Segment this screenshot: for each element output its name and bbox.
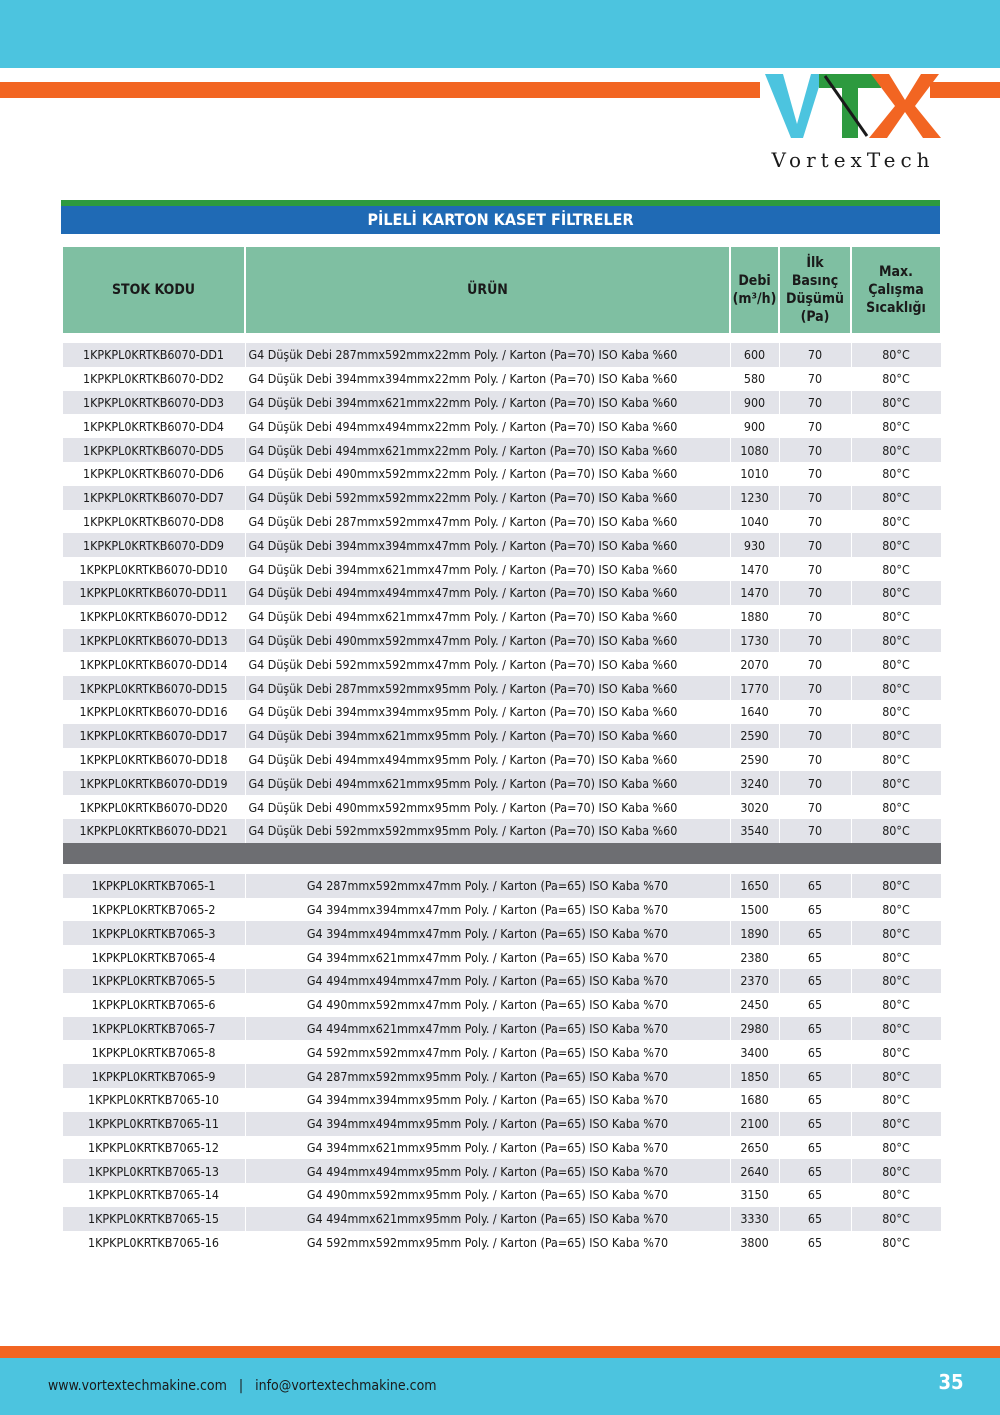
cell-urun: G4 Düşük Debi 494mmx494mmx47mm Poly. / Karton (Pa=70) ISO Kaba %60 <box>245 581 730 605</box>
cell-basinc: 65 <box>779 1136 851 1160</box>
cell-sicaklik: 80°C <box>851 969 941 993</box>
table-row <box>62 605 941 629</box>
cell-debi: 930 <box>730 533 779 557</box>
table-row <box>62 1207 941 1231</box>
table-row <box>62 1088 941 1112</box>
cell-urun: G4 494mmx621mmx95mm Poly. / Karton (Pa=65) ISO Kaba %70 <box>245 1207 730 1231</box>
header-urun: ÜRÜN <box>245 247 730 333</box>
cell-urun: G4 Düşük Debi 287mmx592mmx47mm Poly. / Karton (Pa=70) ISO Kaba %60 <box>245 510 730 534</box>
table-row <box>62 652 941 676</box>
cell-debi: 3540 <box>730 819 779 843</box>
cell-debi: 3400 <box>730 1040 779 1064</box>
cell-basinc: 70 <box>779 652 851 676</box>
cell-basinc: 65 <box>779 874 851 898</box>
footer-email-link[interactable]: info@vortextechmakine.com <box>255 1378 437 1394</box>
table-row <box>62 581 941 605</box>
cell-debi: 1640 <box>730 700 779 724</box>
cell-debi: 1880 <box>730 605 779 629</box>
cell-urun: G4 Düşük Debi 287mmx592mmx95mm Poly. / Karton (Pa=70) ISO Kaba %60 <box>245 676 730 700</box>
cell-basinc: 70 <box>779 391 851 415</box>
table-row <box>62 748 941 772</box>
cell-sicaklik: 80°C <box>851 1183 941 1207</box>
cell-urun: G4 Düşük Debi 592mmx592mmx95mm Poly. / Karton (Pa=70) ISO Kaba %60 <box>245 819 730 843</box>
vortextech-logo <box>763 70 943 180</box>
cell-sicaklik: 80°C <box>851 795 941 819</box>
cell-debi: 580 <box>730 367 779 391</box>
cell-stok-kodu: 1KPKPL0KRTKB6070-DD10 <box>62 557 245 581</box>
cell-urun: G4 Düşük Debi 394mmx621mmx95mm Poly. / Karton (Pa=70) ISO Kaba %60 <box>245 724 730 748</box>
cell-debi: 900 <box>730 414 779 438</box>
header-stok-kodu: STOK KODU <box>62 247 245 333</box>
cell-debi: 600 <box>730 343 779 367</box>
cell-basinc: 65 <box>779 1207 851 1231</box>
cell-stok-kodu: 1KPKPL0KRTKB7065-8 <box>62 1040 245 1064</box>
cell-urun: G4 287mmx592mmx47mm Poly. / Karton (Pa=65) ISO Kaba %70 <box>245 874 730 898</box>
cell-basinc: 70 <box>779 676 851 700</box>
cell-basinc: 70 <box>779 557 851 581</box>
cell-stok-kodu: 1KPKPL0KRTKB6070-DD18 <box>62 748 245 772</box>
group-separator-bar <box>62 843 941 864</box>
cell-stok-kodu: 1KPKPL0KRTKB6070-DD20 <box>62 795 245 819</box>
cell-sicaklik: 80°C <box>851 1136 941 1160</box>
page-title: PİLELİ KARTON KASET FİLTRELER <box>61 200 940 234</box>
cell-stok-kodu: 1KPKPL0KRTKB6070-DD16 <box>62 700 245 724</box>
group2-rows <box>62 864 941 1255</box>
group1-rows <box>62 333 941 843</box>
cell-sicaklik: 80°C <box>851 1207 941 1231</box>
header-sicaklik-line: Sıcaklığı <box>866 300 926 316</box>
cell-basinc: 70 <box>779 819 851 843</box>
header-basinc-line: Düşümü <box>786 291 844 307</box>
cell-urun: G4 394mmx394mmx95mm Poly. / Karton (Pa=65) ISO Kaba %70 <box>245 1088 730 1112</box>
table-row <box>62 462 941 486</box>
cell-urun: G4 394mmx394mmx47mm Poly. / Karton (Pa=65) ISO Kaba %70 <box>245 898 730 922</box>
header-basinc <box>779 247 851 333</box>
header-debi-line: (m³/h) <box>732 291 777 307</box>
table-row <box>62 391 941 415</box>
cell-basinc: 70 <box>779 748 851 772</box>
cell-sicaklik: 80°C <box>851 1040 941 1064</box>
spacer-row <box>62 864 941 874</box>
cell-debi: 1650 <box>730 874 779 898</box>
cell-basinc: 70 <box>779 343 851 367</box>
table-row <box>62 486 941 510</box>
header-debi <box>730 247 779 333</box>
cell-stok-kodu: 1KPKPL0KRTKB6070-DD21 <box>62 819 245 843</box>
cell-sicaklik: 80°C <box>851 462 941 486</box>
cell-basinc: 65 <box>779 1159 851 1183</box>
cell-stok-kodu: 1KPKPL0KRTKB7065-11 <box>62 1112 245 1136</box>
cell-basinc: 65 <box>779 945 851 969</box>
cell-stok-kodu: 1KPKPL0KRTKB7065-7 <box>62 1017 245 1041</box>
cell-debi: 1680 <box>730 1088 779 1112</box>
cell-sicaklik: 80°C <box>851 1159 941 1183</box>
cell-debi: 1040 <box>730 510 779 534</box>
table-row <box>62 510 941 534</box>
table-row <box>62 795 941 819</box>
cell-basinc: 65 <box>779 1040 851 1064</box>
cell-debi: 1890 <box>730 921 779 945</box>
cell-basinc: 70 <box>779 510 851 534</box>
cell-debi: 1850 <box>730 1064 779 1088</box>
table-header-row <box>62 247 941 333</box>
footer-website-link[interactable]: www.vortextechmakine.com <box>48 1378 227 1394</box>
cell-urun: G4 592mmx592mmx95mm Poly. / Karton (Pa=65) ISO Kaba %70 <box>245 1231 730 1255</box>
cell-urun: G4 Düşük Debi 494mmx621mmx47mm Poly. / Karton (Pa=70) ISO Kaba %60 <box>245 605 730 629</box>
cell-basinc: 65 <box>779 921 851 945</box>
cell-basinc: 70 <box>779 700 851 724</box>
top-color-band <box>0 0 1000 68</box>
cell-urun: G4 Düşük Debi 490mmx592mmx95mm Poly. / Karton (Pa=70) ISO Kaba %60 <box>245 795 730 819</box>
cell-sicaklik: 80°C <box>851 486 941 510</box>
cell-urun: G4 Düşük Debi 592mmx592mmx47mm Poly. / Karton (Pa=70) ISO Kaba %60 <box>245 652 730 676</box>
cell-urun: G4 394mmx621mmx47mm Poly. / Karton (Pa=65) ISO Kaba %70 <box>245 945 730 969</box>
cell-debi: 3020 <box>730 795 779 819</box>
cell-sicaklik: 80°C <box>851 724 941 748</box>
cell-sicaklik: 80°C <box>851 367 941 391</box>
cell-urun: G4 Düşük Debi 394mmx394mmx95mm Poly. / Karton (Pa=70) ISO Kaba %60 <box>245 700 730 724</box>
cell-urun: G4 490mmx592mmx95mm Poly. / Karton (Pa=65) ISO Kaba %70 <box>245 1183 730 1207</box>
cell-stok-kodu: 1KPKPL0KRTKB7065-10 <box>62 1088 245 1112</box>
cell-stok-kodu: 1KPKPL0KRTKB6070-DD19 <box>62 771 245 795</box>
cell-urun: G4 490mmx592mmx47mm Poly. / Karton (Pa=65) ISO Kaba %70 <box>245 993 730 1017</box>
cell-stok-kodu: 1KPKPL0KRTKB7065-16 <box>62 1231 245 1255</box>
table-row <box>62 945 941 969</box>
cell-basinc: 70 <box>779 724 851 748</box>
cell-urun: G4 494mmx621mmx47mm Poly. / Karton (Pa=65) ISO Kaba %70 <box>245 1017 730 1041</box>
table-row <box>62 1136 941 1160</box>
cell-debi: 2450 <box>730 993 779 1017</box>
cell-urun: G4 494mmx494mmx47mm Poly. / Karton (Pa=65) ISO Kaba %70 <box>245 969 730 993</box>
cell-basinc: 70 <box>779 462 851 486</box>
cell-stok-kodu: 1KPKPL0KRTKB6070-DD9 <box>62 533 245 557</box>
cell-urun: G4 394mmx494mmx95mm Poly. / Karton (Pa=65) ISO Kaba %70 <box>245 1112 730 1136</box>
cell-stok-kodu: 1KPKPL0KRTKB6070-DD4 <box>62 414 245 438</box>
cell-sicaklik: 80°C <box>851 1017 941 1041</box>
cell-sicaklik: 80°C <box>851 700 941 724</box>
cell-sicaklik: 80°C <box>851 557 941 581</box>
table-row <box>62 1017 941 1041</box>
header-sicaklik-line: Max. <box>879 264 913 280</box>
cell-debi: 2380 <box>730 945 779 969</box>
table-row <box>62 1231 941 1255</box>
cell-debi: 3240 <box>730 771 779 795</box>
cell-basinc: 70 <box>779 367 851 391</box>
cell-basinc: 65 <box>779 1183 851 1207</box>
cell-debi: 3330 <box>730 1207 779 1231</box>
cell-sicaklik: 80°C <box>851 898 941 922</box>
cell-sicaklik: 80°C <box>851 676 941 700</box>
cell-stok-kodu: 1KPKPL0KRTKB7065-5 <box>62 969 245 993</box>
cell-urun: G4 Düşük Debi 394mmx394mmx22mm Poly. / Karton (Pa=70) ISO Kaba %60 <box>245 367 730 391</box>
cell-sicaklik: 80°C <box>851 1064 941 1088</box>
table-row <box>62 819 941 843</box>
spacer-row <box>62 333 941 343</box>
cell-basinc: 65 <box>779 1231 851 1255</box>
cell-debi: 1770 <box>730 676 779 700</box>
cell-urun: G4 394mmx621mmx95mm Poly. / Karton (Pa=65) ISO Kaba %70 <box>245 1136 730 1160</box>
product-table <box>61 247 942 1254</box>
cell-sicaklik: 80°C <box>851 1112 941 1136</box>
vtx-logo-mark <box>763 70 943 148</box>
cell-urun: G4 287mmx592mmx95mm Poly. / Karton (Pa=65) ISO Kaba %70 <box>245 1064 730 1088</box>
cell-urun: G4 Düşük Debi 394mmx394mmx47mm Poly. / Karton (Pa=70) ISO Kaba %60 <box>245 533 730 557</box>
cell-stok-kodu: 1KPKPL0KRTKB7065-13 <box>62 1159 245 1183</box>
cell-debi: 3800 <box>730 1231 779 1255</box>
cell-basinc: 70 <box>779 414 851 438</box>
header-basinc-line: İlk <box>806 255 824 271</box>
header-sicaklik-line: Çalışma <box>868 282 924 298</box>
cell-sicaklik: 80°C <box>851 533 941 557</box>
cell-stok-kodu: 1KPKPL0KRTKB6070-DD15 <box>62 676 245 700</box>
cell-sicaklik: 80°C <box>851 391 941 415</box>
cell-stok-kodu: 1KPKPL0KRTKB7065-15 <box>62 1207 245 1231</box>
cell-stok-kodu: 1KPKPL0KRTKB6070-DD11 <box>62 581 245 605</box>
cell-sicaklik: 80°C <box>851 414 941 438</box>
cell-sicaklik: 80°C <box>851 993 941 1017</box>
cell-sicaklik: 80°C <box>851 819 941 843</box>
page-number: 35 <box>938 1370 964 1394</box>
cell-stok-kodu: 1KPKPL0KRTKB6070-DD13 <box>62 629 245 653</box>
table-row <box>62 533 941 557</box>
table-row <box>62 414 941 438</box>
cell-debi: 1010 <box>730 462 779 486</box>
header-sicaklik <box>851 247 941 333</box>
table-row <box>62 724 941 748</box>
separator-section <box>62 843 941 864</box>
cell-sicaklik: 80°C <box>851 581 941 605</box>
table-row <box>62 367 941 391</box>
bottom-accent-stripe <box>0 1346 1000 1358</box>
cell-debi: 1080 <box>730 438 779 462</box>
cell-basinc: 70 <box>779 486 851 510</box>
cell-basinc: 65 <box>779 1017 851 1041</box>
table-row <box>62 1159 941 1183</box>
cell-debi: 1470 <box>730 557 779 581</box>
cell-urun: G4 Düşük Debi 494mmx621mmx22mm Poly. / Karton (Pa=70) ISO Kaba %60 <box>245 438 730 462</box>
cell-stok-kodu: 1KPKPL0KRTKB6070-DD17 <box>62 724 245 748</box>
cell-urun: G4 494mmx494mmx95mm Poly. / Karton (Pa=65) ISO Kaba %70 <box>245 1159 730 1183</box>
table-row <box>62 700 941 724</box>
cell-sicaklik: 80°C <box>851 748 941 772</box>
cell-urun: G4 Düşük Debi 592mmx592mmx22mm Poly. / Karton (Pa=70) ISO Kaba %60 <box>245 486 730 510</box>
cell-urun: G4 Düşük Debi 494mmx494mmx22mm Poly. / Karton (Pa=70) ISO Kaba %60 <box>245 414 730 438</box>
cell-urun: G4 Düşük Debi 494mmx621mmx95mm Poly. / Karton (Pa=70) ISO Kaba %60 <box>245 771 730 795</box>
table-row <box>62 1112 941 1136</box>
cell-debi: 1470 <box>730 581 779 605</box>
cell-debi: 1730 <box>730 629 779 653</box>
cell-basinc: 70 <box>779 581 851 605</box>
cell-urun: G4 Düşük Debi 394mmx621mmx22mm Poly. / Karton (Pa=70) ISO Kaba %60 <box>245 391 730 415</box>
cell-stok-kodu: 1KPKPL0KRTKB7065-1 <box>62 874 245 898</box>
cell-sicaklik: 80°C <box>851 438 941 462</box>
footer-separator: | <box>238 1378 244 1394</box>
cell-stok-kodu: 1KPKPL0KRTKB6070-DD12 <box>62 605 245 629</box>
cell-stok-kodu: 1KPKPL0KRTKB6070-DD6 <box>62 462 245 486</box>
cell-sicaklik: 80°C <box>851 510 941 534</box>
logo-wordmark: VortexTech <box>771 148 935 172</box>
cell-stok-kodu: 1KPKPL0KRTKB7065-4 <box>62 945 245 969</box>
cell-sicaklik: 80°C <box>851 771 941 795</box>
table-row <box>62 629 941 653</box>
cell-debi: 2100 <box>730 1112 779 1136</box>
cell-stok-kodu: 1KPKPL0KRTKB7065-9 <box>62 1064 245 1088</box>
header-basinc-line: (Pa) <box>800 309 830 325</box>
cell-basinc: 70 <box>779 438 851 462</box>
cell-basinc: 65 <box>779 1064 851 1088</box>
cell-sicaklik: 80°C <box>851 874 941 898</box>
table-row <box>62 874 941 898</box>
cell-debi: 2980 <box>730 1017 779 1041</box>
table-row <box>62 676 941 700</box>
cell-sicaklik: 80°C <box>851 343 941 367</box>
cell-debi: 2590 <box>730 724 779 748</box>
cell-sicaklik: 80°C <box>851 1088 941 1112</box>
cell-basinc: 65 <box>779 993 851 1017</box>
cell-stok-kodu: 1KPKPL0KRTKB7065-2 <box>62 898 245 922</box>
cell-urun: G4 Düşük Debi 490mmx592mmx22mm Poly. / Karton (Pa=70) ISO Kaba %60 <box>245 462 730 486</box>
cell-urun: G4 Düşük Debi 490mmx592mmx47mm Poly. / Karton (Pa=70) ISO Kaba %60 <box>245 629 730 653</box>
cell-stok-kodu: 1KPKPL0KRTKB6070-DD3 <box>62 391 245 415</box>
cell-stok-kodu: 1KPKPL0KRTKB6070-DD7 <box>62 486 245 510</box>
cell-basinc: 70 <box>779 795 851 819</box>
cell-sicaklik: 80°C <box>851 1231 941 1255</box>
cell-stok-kodu: 1KPKPL0KRTKB6070-DD8 <box>62 510 245 534</box>
cell-basinc: 70 <box>779 605 851 629</box>
cell-stok-kodu: 1KPKPL0KRTKB7065-3 <box>62 921 245 945</box>
table-row <box>62 1064 941 1088</box>
table-row <box>62 898 941 922</box>
cell-urun: G4 592mmx592mmx47mm Poly. / Karton (Pa=65) ISO Kaba %70 <box>245 1040 730 1064</box>
cell-stok-kodu: 1KPKPL0KRTKB7065-12 <box>62 1136 245 1160</box>
footer-contact <box>48 1378 437 1394</box>
cell-debi: 2370 <box>730 969 779 993</box>
cell-basinc: 65 <box>779 1088 851 1112</box>
cell-basinc: 65 <box>779 969 851 993</box>
header-basinc-line: Basınç <box>791 273 839 289</box>
cell-sicaklik: 80°C <box>851 921 941 945</box>
cell-urun: G4 Düşük Debi 287mmx592mmx22mm Poly. / Karton (Pa=70) ISO Kaba %60 <box>245 343 730 367</box>
cell-basinc: 65 <box>779 1112 851 1136</box>
cell-debi: 900 <box>730 391 779 415</box>
table-row <box>62 993 941 1017</box>
table-row <box>62 343 941 367</box>
cell-basinc: 65 <box>779 898 851 922</box>
cell-debi: 2070 <box>730 652 779 676</box>
cell-stok-kodu: 1KPKPL0KRTKB7065-6 <box>62 993 245 1017</box>
cell-sicaklik: 80°C <box>851 652 941 676</box>
cell-basinc: 70 <box>779 771 851 795</box>
cell-debi: 3150 <box>730 1183 779 1207</box>
table-row <box>62 557 941 581</box>
table-row <box>62 1183 941 1207</box>
cell-sicaklik: 80°C <box>851 629 941 653</box>
table-row <box>62 921 941 945</box>
cell-debi: 2640 <box>730 1159 779 1183</box>
cell-stok-kodu: 1KPKPL0KRTKB6070-DD14 <box>62 652 245 676</box>
cell-stok-kodu: 1KPKPL0KRTKB6070-DD1 <box>62 343 245 367</box>
top-accent-stripe <box>0 82 760 98</box>
cell-sicaklik: 80°C <box>851 605 941 629</box>
cell-debi: 2590 <box>730 748 779 772</box>
cell-stok-kodu: 1KPKPL0KRTKB6070-DD5 <box>62 438 245 462</box>
cell-debi: 1500 <box>730 898 779 922</box>
table-row <box>62 969 941 993</box>
cell-urun: G4 394mmx494mmx47mm Poly. / Karton (Pa=65) ISO Kaba %70 <box>245 921 730 945</box>
table-row <box>62 771 941 795</box>
cell-stok-kodu: 1KPKPL0KRTKB7065-14 <box>62 1183 245 1207</box>
cell-sicaklik: 80°C <box>851 945 941 969</box>
cell-basinc: 70 <box>779 533 851 557</box>
table-row <box>62 1040 941 1064</box>
cell-urun: G4 Düşük Debi 394mmx621mmx47mm Poly. / Karton (Pa=70) ISO Kaba %60 <box>245 557 730 581</box>
cell-urun: G4 Düşük Debi 494mmx494mmx95mm Poly. / Karton (Pa=70) ISO Kaba %60 <box>245 748 730 772</box>
header-debi-line: Debi <box>738 273 771 289</box>
cell-stok-kodu: 1KPKPL0KRTKB6070-DD2 <box>62 367 245 391</box>
table-row <box>62 438 941 462</box>
cell-basinc: 70 <box>779 629 851 653</box>
cell-debi: 2650 <box>730 1136 779 1160</box>
cell-debi: 1230 <box>730 486 779 510</box>
